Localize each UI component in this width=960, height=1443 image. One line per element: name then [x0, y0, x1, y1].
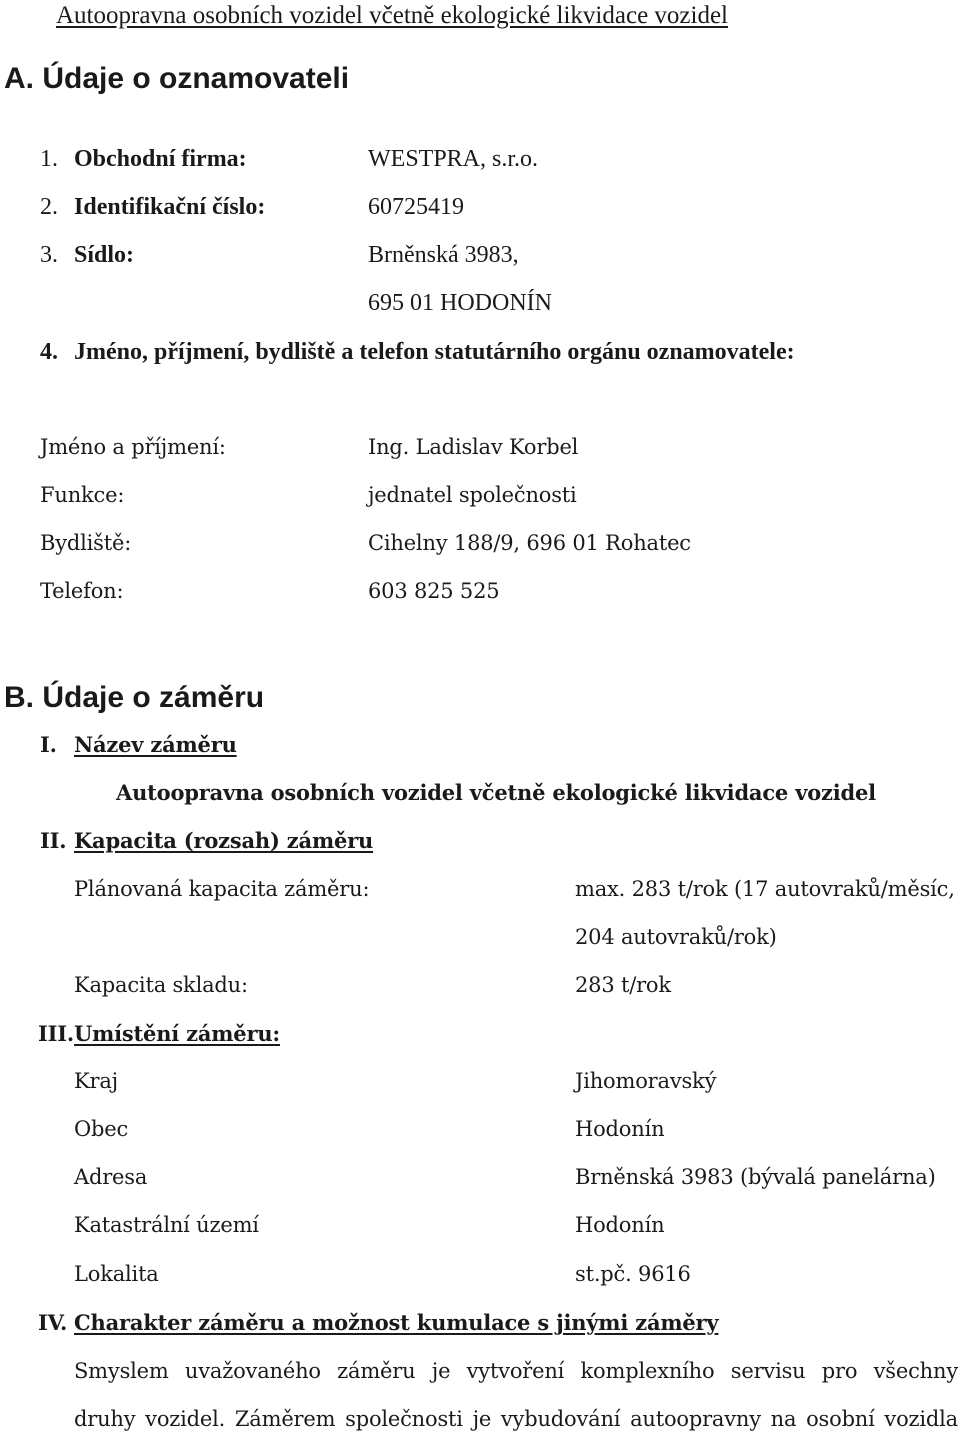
item-3-label: Sídlo: — [74, 242, 135, 268]
storage-capacity-value: 283 t/rok — [575, 973, 671, 997]
item-2-number: 2. — [40, 194, 58, 220]
contact-residence-value: Cihelny 188/9, 696 01 Rohatec — [368, 531, 691, 555]
item-1-label: Obchodní firma: — [74, 146, 247, 172]
location-locality-label: Lokalita — [74, 1262, 159, 1286]
location-region-value: Jihomoravský — [575, 1069, 717, 1093]
location-municipality-label: Obec — [74, 1117, 129, 1141]
item-4-number: 4. — [40, 339, 58, 365]
document-title: Autoopravna osobních vozidel včetně ekologické likvidace vozidel — [56, 2, 728, 29]
contact-function-label: Funkce: — [40, 483, 125, 507]
subsection-i-heading: Název záměru — [74, 732, 237, 757]
subsection-ii-number: II. — [40, 828, 67, 853]
contact-function-value: jednatel společnosti — [368, 483, 577, 507]
item-3-number: 3. — [40, 242, 58, 268]
paragraph-line-1: Smyslem uvažovaného záměru je vytvoření komplexního servisu pro všechny — [74, 1359, 958, 1383]
contact-name-value: Ing. Ladislav Korbel — [368, 435, 579, 459]
project-name: Autoopravna osobních vozidel včetně ekologické likvidace vozidel — [116, 780, 876, 805]
subsection-iii-heading: Umístění záměru: — [74, 1021, 280, 1046]
paragraph-line-2: druhy vozidel. Záměrem společnosti je vybudování autoopravny na osobní vozidla — [74, 1407, 958, 1431]
item-4-label: Jméno, příjmení, bydliště a telefon statutárního orgánu oznamovatele: — [74, 339, 795, 365]
section-a-heading: A. Údaje o oznamovateli — [4, 62, 350, 95]
location-cadastral-label: Katastrální území — [74, 1213, 259, 1237]
item-3-value: Brněnská 3983, — [368, 242, 519, 268]
subsection-iv-heading: Charakter záměru a možnost kumulace s jinými záměry — [74, 1310, 719, 1335]
contact-phone-label: Telefon: — [40, 579, 124, 603]
location-address-value: Brněnská 3983 (bývalá panelárna) — [575, 1165, 936, 1189]
item-2-label: Identifikační číslo: — [74, 194, 266, 220]
location-address-label: Adresa — [74, 1165, 148, 1189]
location-municipality-value: Hodonín — [575, 1117, 665, 1141]
location-locality-value: st.pč. 9616 — [575, 1262, 691, 1286]
item-2-value: 60725419 — [368, 194, 464, 220]
planned-capacity-label: Plánovaná kapacita záměru: — [74, 877, 370, 901]
planned-capacity-value-line2: 204 autovraků/rok) — [575, 925, 777, 949]
storage-capacity-label: Kapacita skladu: — [74, 973, 248, 997]
item-1-value: WESTPRA, s.r.o. — [368, 146, 539, 172]
subsection-iv-number: IV. — [38, 1310, 68, 1335]
item-3-value-line2: 695 01 HODONÍN — [368, 290, 552, 316]
contact-name-label: Jméno a příjmení: — [40, 435, 226, 459]
contact-phone-value: 603 825 525 — [368, 579, 500, 603]
contact-residence-label: Bydliště: — [40, 531, 132, 555]
location-region-label: Kraj — [74, 1069, 118, 1093]
item-1-number: 1. — [40, 146, 58, 172]
planned-capacity-value: max. 283 t/rok (17 autovraků/měsíc, — [575, 877, 955, 901]
location-cadastral-value: Hodonín — [575, 1213, 665, 1237]
subsection-i-number: I. — [40, 732, 57, 757]
section-b-heading: B. Údaje o záměru — [4, 681, 265, 714]
subsection-ii-heading: Kapacita (rozsah) záměru — [74, 828, 374, 853]
subsection-iii-number: III. — [38, 1021, 74, 1046]
